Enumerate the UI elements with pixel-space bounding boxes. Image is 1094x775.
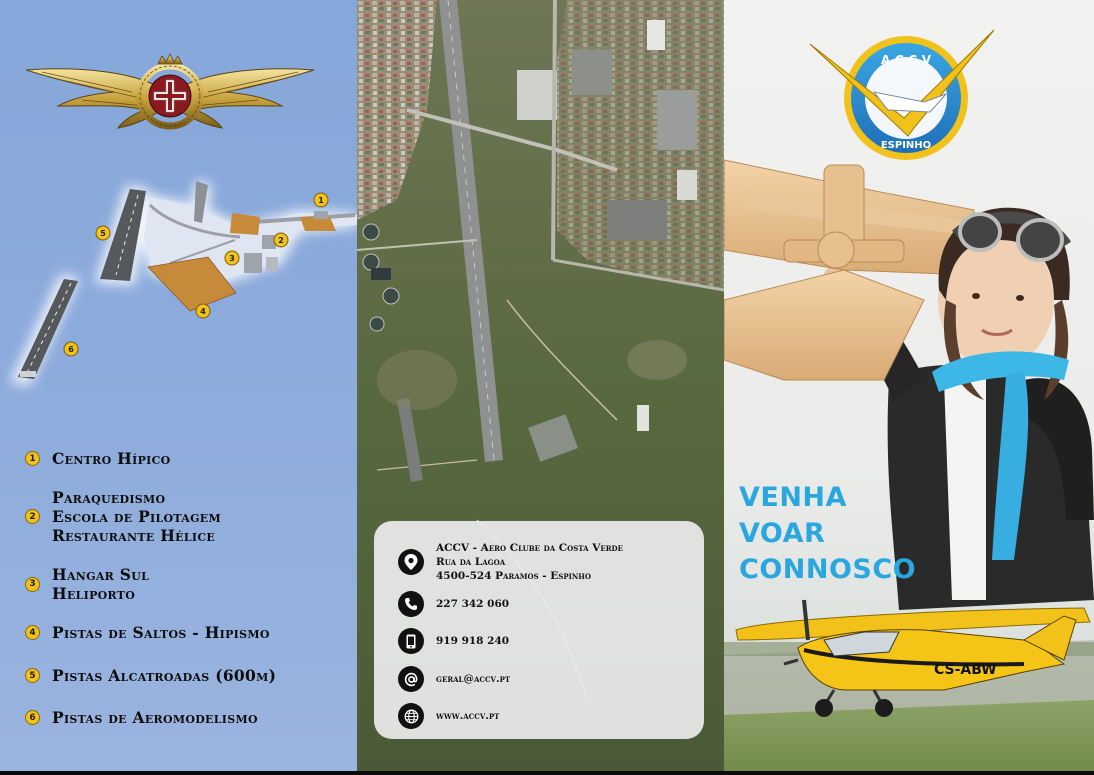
contact-phone[interactable] [398,591,509,617]
svg-text:CS-ABW: CS-ABW [934,662,997,678]
svg-text:4: 4 [200,307,206,316]
website-url: www.accv.pt [436,710,500,722]
legend-item-1 [25,449,171,468]
email-address: geral@accv.pt [436,673,511,685]
legend-label: Pistas Alcatroadas (600m) [52,666,277,685]
middle-panel [357,0,724,775]
legend-badge: 5 [25,668,40,683]
svg-text:3: 3 [229,254,235,263]
left-panel [0,0,357,775]
legend-label: Hangar Sul Heliporto [52,565,150,603]
contact-website[interactable] [398,703,499,729]
wings-emblem-icon [22,52,318,136]
map-marker-1 [314,193,328,207]
contact-address [398,541,623,583]
legend-label: Centro Hípico [52,449,171,468]
phone-icon [398,591,424,617]
at-icon [398,666,424,692]
svg-text:6: 6 [68,345,74,354]
phone-number: 227 342 060 [436,598,510,610]
legend-badge: 6 [25,710,40,725]
site-map [0,165,357,405]
map-marker-6 [64,342,78,356]
contact-card [374,521,704,739]
slogan: VENHA VOAR CONNOSCO [739,482,917,585]
contact-mobile[interactable] [398,628,509,654]
svg-text:5: 5 [100,229,106,238]
map-marker-3 [225,251,239,265]
svg-text:2: 2 [278,236,284,245]
legend-label: Paraquedismo Escola de Pilotagem Restaurante Hélice [52,488,221,545]
contact-email[interactable] [398,666,510,692]
legend-item-2 [25,488,221,545]
address-text: ACCV - Aero Clube da Costa Verde Rua da Lagoa 4500-524 Paramos - Espinho [436,542,623,582]
bottom-edge [0,771,1094,775]
svg-text:ESPINHO: ESPINHO [880,140,932,151]
globe-icon [398,703,424,729]
legend-item-4 [25,623,270,642]
legend-badge: 1 [25,451,40,466]
map-marker-2 [274,233,288,247]
pin-icon [398,549,424,575]
svg-text:1: 1 [318,196,324,205]
legend-label: Pistas de Aeromodelismo [52,708,258,727]
map-marker-5 [96,226,110,240]
legend-badge: 2 [25,509,40,524]
legend-item-6 [25,708,258,727]
mobile-number: 919 918 240 [436,635,510,647]
legend-item-3 [25,565,149,603]
mobile-icon [398,628,424,654]
legend-badge: 4 [25,625,40,640]
hero-illustration [724,0,1094,775]
accv-logo [810,30,994,160]
svg-text:A.C.C.V: A.C.C.V [880,53,932,67]
legend-badge: 3 [25,577,40,592]
map-marker-4 [196,304,210,318]
legend-item-5 [25,666,276,685]
right-panel [724,0,1094,775]
legend-label: Pistas de Saltos - Hipismo [52,623,270,642]
